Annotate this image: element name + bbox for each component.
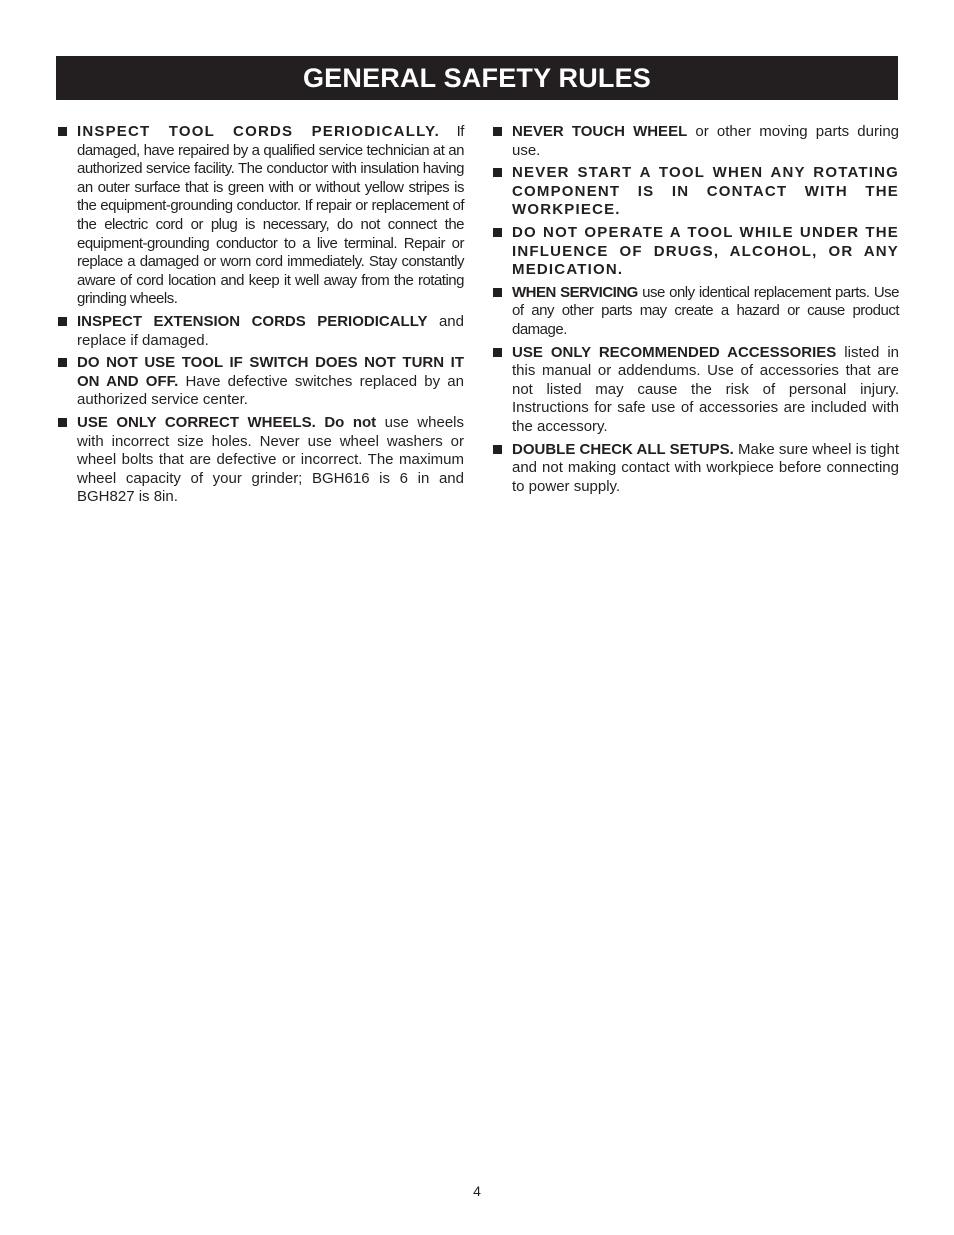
rule-text: or other moving parts during use.	[512, 123, 899, 159]
rule-heading: NEVER START A TOOL WHEN ANY ROTATING COMPONENT IS IN CONTACT WITH THE WORKPIECE.	[512, 164, 899, 219]
rule-text: use only identical replacement parts. Use of any other parts may create a hazard or cause product damage.	[512, 283, 899, 338]
list-item	[491, 344, 899, 437]
rule-heading: DO NOT USE TOOL IF SWITCH DOES NOT TURN IT ON AND OFF.	[77, 354, 464, 390]
square-bullet-icon	[493, 288, 502, 297]
page-number: 4	[473, 1183, 481, 1199]
list-item	[56, 123, 464, 309]
safety-rules-list-left	[56, 123, 464, 507]
list-item	[491, 224, 899, 280]
rule-heading: INSPECT EXTENSION CORDS PERIODICALLY	[77, 312, 428, 330]
section-title-bar	[56, 56, 898, 100]
rule-text: listed in this manual or addendums. Use of accessories that are not listed may cause the risk of personal injury. Instructions for safe use of accessories are included with the accessory.	[512, 343, 899, 435]
list-item	[56, 354, 464, 410]
rule-heading: WHEN SERVICING	[512, 283, 638, 301]
square-bullet-icon	[493, 228, 502, 237]
left-column	[56, 123, 464, 511]
rule-heading: USE ONLY RECOMMENDED ACCESSORIES	[512, 343, 837, 361]
list-item	[491, 123, 899, 160]
rule-heading: NEVER TOUCH WHEEL	[512, 123, 688, 140]
square-bullet-icon	[58, 317, 67, 326]
rule-text: Make sure wheel is tight and not making contact with workpiece before connecting to power supply.	[512, 440, 900, 495]
square-bullet-icon	[493, 168, 502, 177]
square-bullet-icon	[493, 348, 502, 357]
rule-text: use wheels with incorrect size holes. Never use wheel washers or wheel bolts that are defective or incorrect. The maximum wheel capacity of your grinder; BGH616 is 6 in and BGH827 is 8in.	[77, 413, 464, 506]
rule-heading: USE ONLY CORRECT WHEELS. Do not	[77, 413, 377, 431]
square-bullet-icon	[58, 358, 67, 367]
list-item	[56, 313, 464, 350]
square-bullet-icon	[58, 127, 67, 136]
square-bullet-icon	[493, 127, 502, 136]
list-item	[491, 284, 899, 340]
list-item	[491, 441, 899, 497]
square-bullet-icon	[58, 418, 67, 427]
rule-text: and replace if damaged.	[77, 312, 464, 349]
rule-heading: DO NOT OPERATE A TOOL WHILE UNDER THE INFLUENCE OF DRUGS, ALCOHOL, OR ANY MEDICATION.	[512, 223, 899, 279]
page-title: GENERAL SAFETY RULES	[302, 62, 652, 93]
safety-rules-list-right	[491, 123, 899, 496]
list-item	[56, 414, 464, 507]
rule-text: Have defective switches replaced by an authorized service center.	[77, 372, 464, 409]
square-bullet-icon	[493, 445, 502, 454]
rule-heading: INSPECT TOOL CORDS PERIODICALLY.	[77, 123, 440, 140]
right-column	[491, 123, 899, 500]
rule-text: If damaged, have repaired by a qualified service technician at an authorized service facility. The conductor with insulation having an outer surface that is green with or without yellow stripes is the equipment-grounding conductor. If repair or replacement of the electric cord or plug is necessary, do not connect the equipment-grounding conductor to a live terminal. Repair or replace a damaged or worn cord immediately. Stay constantly aware of cord location and keep it well away from the rotating grinding wheels.	[77, 123, 464, 308]
list-item	[491, 164, 899, 220]
rule-heading: DOUBLE CHECK ALL SETUPS.	[512, 440, 734, 458]
